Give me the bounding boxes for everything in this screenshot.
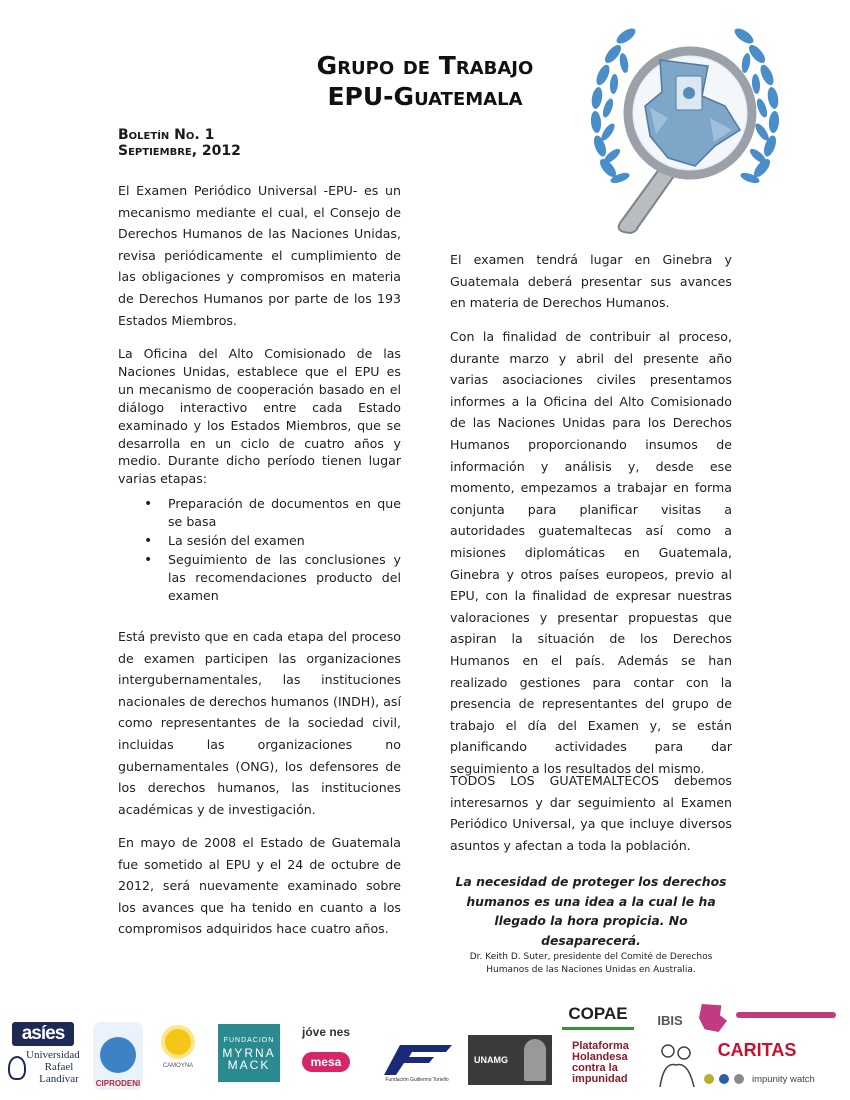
- unamg-label: UNAMG: [474, 1055, 508, 1065]
- left-bullet-list: [118, 495, 401, 606]
- myrna-line-1: FUNDACION: [223, 1037, 275, 1044]
- women-network-bar-icon: [736, 1012, 836, 1018]
- quote-block: [450, 872, 732, 977]
- myrna-line-3: MACK: [227, 1058, 271, 1072]
- map-emblem-logo: [696, 1002, 730, 1034]
- jovenes-logo: jóve nes: [301, 1024, 351, 1039]
- child-figure-icon: [100, 1037, 136, 1073]
- ciprodeni-logo: [93, 1022, 143, 1090]
- fgt-mark-icon: [382, 1043, 452, 1077]
- asies-logo: asíes: [12, 1022, 74, 1046]
- issue-number: Boletín No. 1: [118, 127, 215, 143]
- plataforma-logo: [560, 1038, 640, 1088]
- camoyna-label: CAMOYNA: [162, 1063, 194, 1069]
- plataforma-line-2: Holandesa: [572, 1051, 628, 1063]
- copae-logo: COPAE: [562, 1000, 634, 1030]
- dot-icon: [704, 1074, 714, 1084]
- family-figure-icon: [654, 1041, 700, 1089]
- fgt-label: Fundación Guillermo Toriello: [385, 1077, 449, 1083]
- women-network-logo: [732, 1004, 840, 1026]
- landivar-line-2: Rafael Landívar: [39, 1061, 79, 1085]
- right-paragraph-3: TODOS LOS GUATEMALTECOS debemos interesarnos y dar seguimiento al Examen Periódico Universal, ya que incluye diversos asuntos y afectan a toda la población.: [450, 773, 732, 853]
- issue-info: [118, 127, 241, 159]
- title-line-1: Grupo de Trabajo: [316, 51, 534, 80]
- unamg-logo: [468, 1035, 552, 1085]
- impunity-watch-label: impunity watch: [752, 1073, 815, 1085]
- sun-icon: [165, 1029, 191, 1055]
- left-paragraph-3: Está previsto que en cada etapa del proceso de examen participen las organizaciones intergubernamentales, las instituciones nacionales de derechos humanos (INDH), así como representantes de la sociedad civil, incluidas las organizaciones no gubernamentales (ONG), los defensores de los derechos humanos, las instituciones académicas y de investigación.: [118, 629, 401, 817]
- dot-icon: [734, 1074, 744, 1084]
- right-paragraph-1: El examen tendrá lugar en Ginebra y Guatemala deberá presentar sus avances en materia de Derechos Humanos.: [450, 252, 732, 311]
- title-line-2: EPU-Guatemala: [327, 82, 523, 111]
- plataforma-line-1: Plataforma: [572, 1040, 629, 1052]
- ciprodeni-label: CIPRODENI: [95, 1079, 141, 1088]
- landivar-seal-icon: [8, 1056, 26, 1080]
- plataforma-line-3: contra la: [572, 1062, 618, 1074]
- list-item: • La sesión del examen: [168, 532, 401, 550]
- fgt-logo: [374, 1040, 460, 1086]
- left-paragraph-1: El Examen Periódico Universal -EPU- es un mecanismo mediante el cual, el Consejo de Derechos Humanos de las Naciones Unidas, revisa periódicamente el cumplimiento de las obligaciones y compromisos en materia de Derechos Humanos por parte de los 193 Estados Miembros.: [118, 183, 401, 328]
- quote-text: La necesidad de proteger los derechos humanos es una idea a la cual le ha llegado la hora propicia. No desaparecerá.: [455, 874, 727, 948]
- impunity-watch-logo: [704, 1070, 836, 1088]
- myrna-line-2: MYRNA: [222, 1046, 276, 1060]
- magnifier-globe-laurel-icon: [590, 18, 780, 238]
- guatemala-map-icon: [699, 1004, 727, 1032]
- list-item: • Seguimiento de las conclusiones y las recomendaciones producto del examen: [168, 551, 401, 605]
- caritas-logo: CARITAS: [717, 1039, 797, 1060]
- quote-author: Dr. Keith D. Suter, presidente del Comité de Derechos Humanos de las Naciones Unidas en Australia.: [469, 952, 713, 975]
- family-drawing-logo: [652, 1040, 702, 1090]
- landivar-line-1: Universidad: [26, 1049, 80, 1061]
- issue-date: Septiembre, 2012: [118, 143, 241, 159]
- left-paragraph-2: La Oficina del Alto Comisionado de las Naciones Unidas, establece que el EPU es un mecanismo de cooperación basado en el diálogo interactivo entre cada Estado examinado y los Estados Miembros, que se desarrolla en un ciclo de cuatro años y medio. Durante dicho período tienen lugar varias etapas:: [118, 346, 401, 487]
- plataforma-line-4: impunidad: [572, 1073, 628, 1085]
- mesa-logo: mesa: [302, 1052, 350, 1072]
- dot-icon: [719, 1074, 729, 1084]
- left-paragraph-4: En mayo de 2008 el Estado de Guatemala fue sometido al EPU y el 24 de octubre de 2012, será nuevamente examinado sobre los avances que ha tenido en cuanto a los compromisos adquiridos hace cuatro años.: [118, 835, 401, 937]
- ibis-logo: IBIS: [657, 1012, 683, 1028]
- myrna-mack-logo: [218, 1024, 280, 1082]
- camoyna-logo: [147, 1024, 209, 1074]
- list-item: • Preparación de documentos en que se basa: [168, 495, 401, 531]
- page-title: [250, 50, 600, 112]
- right-paragraph-2: Con la finalidad de contribuir al proceso, durante marzo y abril del presente año varias asociaciones civiles presentamos informes a la Oficina del Alto Comisionado de las Naciones Unidas para los Derechos Humanos proporcionando insumos de información y análisis y, desde ese momento, empezamos a trabajar en forma conjunta para planificar visitas a autoridades guatemaltecas así como a misiones diplomáticas en Guatemala, Ginebra y otros países europeos, previo al EPU, con la finalidad de expresar nuestras valoraciones y presentar propuestas que aspiran la situación de los Derechos Humanos en el país. Además se han realizado gestiones para contar con la presencia de representantes del grupo de trabajo el día del Examen y, se están planificando actividades para dar seguimiento a los resultados del mismo.: [450, 329, 732, 776]
- woman-portrait-icon: [524, 1039, 546, 1081]
- landivar-logo: [8, 1050, 92, 1084]
